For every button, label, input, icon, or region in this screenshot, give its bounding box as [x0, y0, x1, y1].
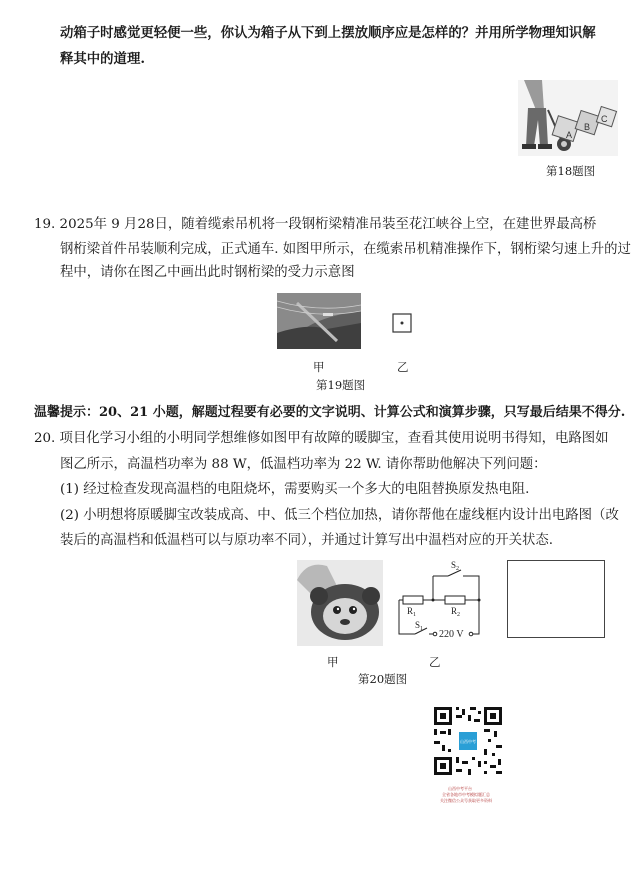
- q20-line-1: 20. 项目化学习小组的小明同学想维修如图甲有故障的暖脚宝，查看其使用说明书得知，电路图如: [34, 431, 609, 446]
- s1-label: S: [415, 620, 421, 630]
- qr-note-1: 山西中考平台: [448, 786, 472, 791]
- q19-caption: 第19题图: [316, 378, 366, 392]
- q20-label-yi: 乙: [429, 655, 441, 669]
- q20-line-5: 装后的高温档和低温档可以与原功率不同），并通过计算写出中温档对应的开关状态.: [60, 533, 554, 548]
- q20-line-2: 图乙所示，高温档功率为 88 W，低温档功率为 22 W. 请你帮助他解决下列问题：: [60, 457, 547, 472]
- box-label-b: B: [584, 122, 591, 132]
- svg-text:R1: [407, 606, 416, 618]
- box-label-c: C: [601, 114, 608, 124]
- foot-warmer-photo: [297, 560, 383, 646]
- q19-line-3: 程中，请你在图乙中画出此时钢桁梁的受力示意图: [60, 265, 355, 280]
- qr-center-text: 山西中考: [460, 739, 476, 744]
- voltage-label: 220 V: [439, 629, 464, 640]
- bridge-photo: [277, 293, 361, 349]
- s1-subscript: 1: [420, 626, 424, 632]
- q20-label-jia: 甲: [327, 655, 339, 669]
- r2-label: R: [451, 606, 458, 616]
- circuit-diagram: [393, 558, 493, 642]
- q19-label-yi: 乙: [397, 360, 409, 374]
- qr-note-2: 全省各地市中考模拟题汇总: [442, 792, 490, 797]
- r2-subscript: 2: [457, 612, 461, 618]
- s2-label: S: [451, 560, 457, 570]
- q20-caption: 第20题图: [358, 672, 408, 686]
- s2-subscript: 2: [456, 566, 460, 572]
- box-label-a: A: [566, 130, 573, 140]
- q19-line-1: 19. 2025年 9 月28日，随着缆索吊机将一段钢桁梁精准吊装至花江峡谷上空，在建世界最高桥: [34, 217, 597, 232]
- q18-line-2: 释其中的道理.: [60, 51, 146, 67]
- q18-line-1: 动箱子时感觉更轻便一些，你认为箱子从下到上摆放顺序应是怎样的？并用所学物理知识解: [60, 25, 596, 41]
- r1-label: R: [407, 606, 414, 616]
- r1-subscript: 1: [413, 612, 417, 618]
- q20-line-4: (2) 小明想将原暖脚宝改装成高、中、低三个档位加热，请你帮他在虚线框内设计出电路图（改: [60, 508, 619, 523]
- q20-line-3: (1) 经过检查发现高温档的电阻烧坏，需要购买一个多大的电阻替换原发热电阻.: [60, 482, 530, 497]
- answer-dashed-box: [507, 560, 605, 638]
- q19-line-2: 钢桁梁首件吊装顺利完成，正式通车. 如图甲所示，在缆索吊机精准操作下，钢桁梁匀速上升的过: [60, 242, 631, 257]
- svg-text:S2: [451, 560, 459, 572]
- svg-text:R2: [451, 606, 460, 618]
- q19-label-jia: 甲: [313, 360, 325, 374]
- q18-caption: 第18题图: [546, 164, 596, 178]
- force-diagram-box: [392, 313, 412, 333]
- hand-truck-photo: [518, 80, 618, 156]
- qr-code: [432, 705, 504, 777]
- svg-text:S1: [415, 620, 423, 632]
- warm-tip: 温馨提示：20、21 小题，解题过程要有必要的文字说明、计算公式和演算步骤，只写最后结果不得分.: [34, 405, 626, 420]
- qr-note-3: 关注微信公众号获取更多资料: [440, 798, 492, 803]
